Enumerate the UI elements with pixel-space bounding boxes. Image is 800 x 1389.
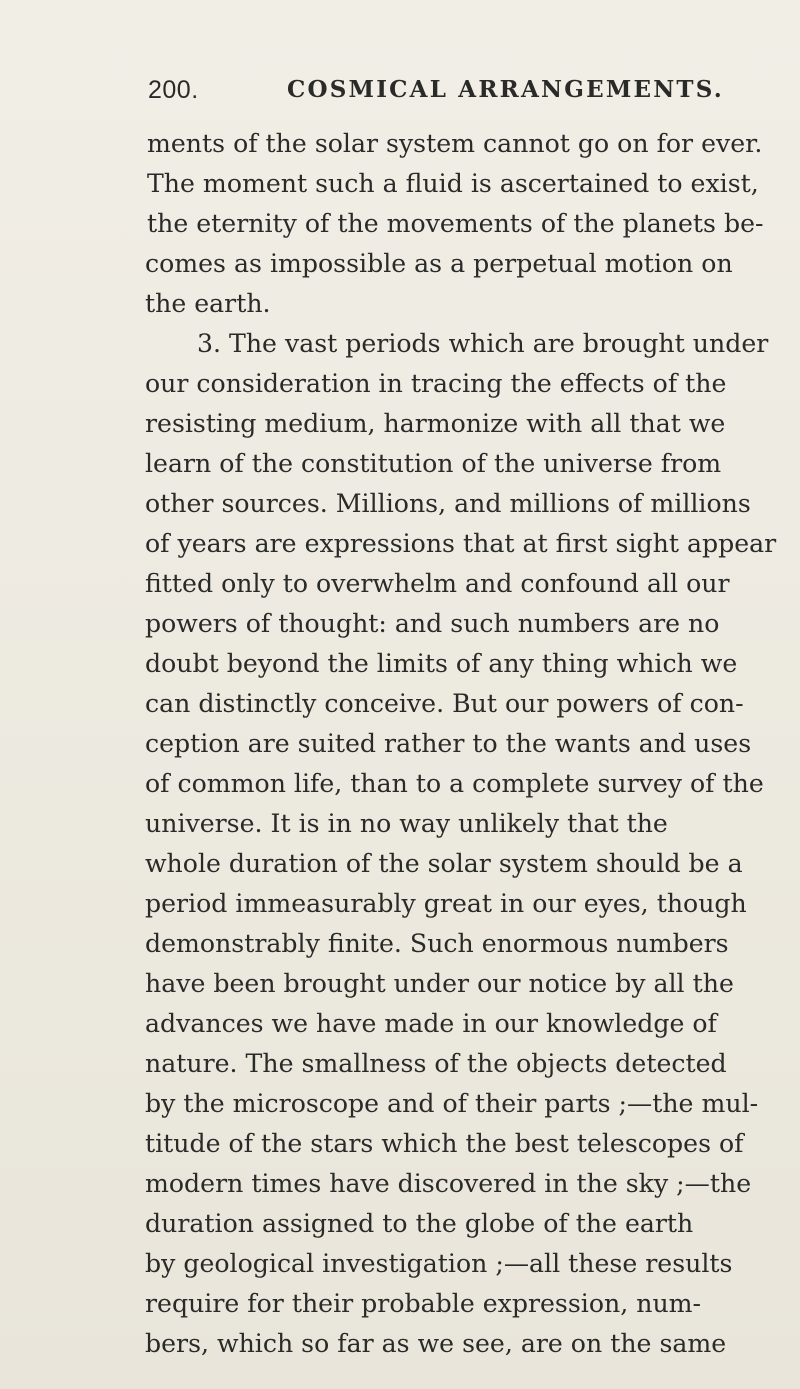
text-line: universe. It is in no way unlikely that the [145,809,668,838]
text-line: duration assigned to the globe of the earth [145,1209,694,1238]
text-line: our consideration in tracing the effects of the [145,369,727,398]
text-line: resisting medium, harmonize with all that we [145,409,726,438]
running-title: COSMICAL ARRANGEMENTS. [287,76,724,103]
text-line: whole duration of the solar system should be a [145,849,743,878]
text-line: doubt beyond the limits of any thing which we [145,649,738,678]
text-line: ception are suited rather to the wants and uses [145,729,752,758]
text-line: by the microscope and of their parts ;—the mul- [145,1089,759,1118]
text-line: The moment such a fluid is ascertained to exist, [147,169,759,198]
text-line: of common life, than to a complete survey of the [145,769,764,798]
text-line: learn of the constitution of the universe from [145,449,722,478]
text-line: by geological investigation ;—all these results [145,1249,733,1278]
text-line: the earth. [145,289,271,318]
text-line: titude of the stars which the best telescopes of [145,1129,744,1158]
text-line: fitted only to overwhelm and confound all our [145,569,730,598]
text-line: require for their probable expression, num- [145,1289,702,1318]
page-number: 200. [148,76,199,104]
text-line: modern times have discovered in the sky ;—the [145,1169,752,1198]
running-head [148,76,788,116]
text-line: advances we have made in our knowledge of [145,1009,717,1038]
text-line: of years are expressions that at first sight appear [145,529,777,558]
text-line: ments of the solar system cannot go on for ever. [147,129,763,158]
text-line: demonstrably finite. Such enormous numbers [145,929,729,958]
text-line: comes as impossible as a perpetual motion on [145,249,733,278]
text-line: nature. The smallness of the objects detected [145,1049,727,1078]
text-line: 3. The vast periods which are brought under [197,329,769,358]
text-line: bers, which so far as we see, are on the same [145,1329,727,1358]
text-line: period immeasurably great in our eyes, though [145,889,747,918]
text-line: other sources. Millions, and millions of millions [145,489,751,518]
text-line: the eternity of the movements of the planets be- [147,209,764,238]
text-line: have been brought under our notice by all the [145,969,734,998]
text-line: can distinctly conceive. But our powers of con- [145,689,744,718]
text-line: powers of thought: and such numbers are no [145,609,720,638]
